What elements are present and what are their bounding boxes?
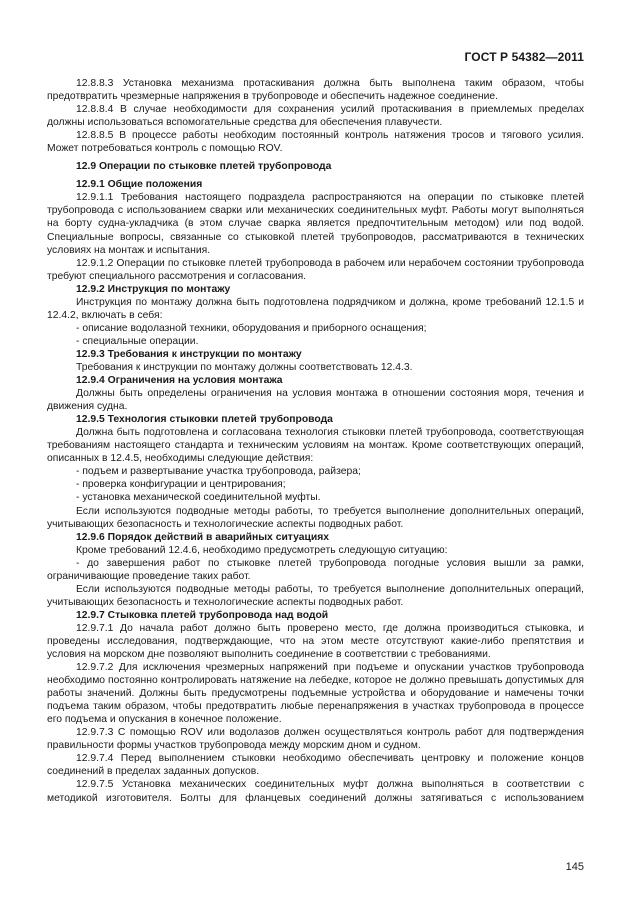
heading-12-9-5: 12.9.5 Технология стыковки плетей трубопровода [76,414,333,426]
list-item: - специальные операции. [76,335,199,347]
para-12-9-5: Должна быть подготовлена и согласована технология стыковки плетей трубопровода, соответствующая требованиям настоящего стандарта и техническим условиям на монтаж. Кроме соответствующих операций, описанных в 12.4.5, необходимы следующие действия: [47,427,584,465]
para-12-9-7-1: 12.9.7.1 До начала работ должно быть проверено место, где должна производиться стыковка, и проведены исследования, подтверждающие, что на этом месте отсутствуют какие-либо препятствия и условия на морском дне позволяют выполнить соединение в соответствии с требованиями. [47,622,584,661]
para-12-9-1-1: 12.9.1.1 Требования настоящего подраздела распространяются на операции по стыковке плетей трубопровода с использованием сварки или механических соединительных муфт. Работы могут выполняться на борту судна-укладчика (в этом случае сварка является предпочтительным методом) или под водой. Специальные вопросы, связанные со стыковкой плетей трубопроводов, рассматриваются в технических условиях на монтаж и испытания. [47,192,584,256]
para-12-9-3: Требования к инструкции по монтажу должны соответствовать 12.4.3. [76,361,413,373]
para-12-9-7-4: 12.9.7.4 Перед выполнением стыковки необходимо обеспечивать центровку и положение концов соединений в пределах заданных допусков. [47,753,584,778]
heading-12-9-6: 12.9.6 Порядок действий в аварийных ситуациях [76,531,329,543]
standard-id: ГОСТ Р 54382—2011 [464,50,584,64]
heading-12-9-1: 12.9.1 Общие положения [76,179,203,191]
para-12-8-8-3: 12.8.8.3 Установка механизма протаскивания должна быть выполнена таким образом, чтобы предотвратить чрезмерные напряжения в трубопроводе и обеспечить надежное соединение. [47,78,584,103]
list-item: - описание водолазной техники, оборудования и приборного оснащения; [76,322,427,334]
para-12-8-8-4: 12.8.8.4 В случае необходимости для сохранения усилий протаскивания в приемлемых пределах должны использоваться вспомогательные средства для обеспечения плавучести. [47,104,584,129]
para-12-9-6: Кроме требований 12.4.6, необходимо предусмотреть следующую ситуацию: [76,544,448,556]
list-item: - до завершения работ по стыковке плетей трубопровода погодные условия вышли за рамки, ограничивающие проведение таких работ. [47,557,584,582]
para-12-9-4: Должны быть определены ограничения на условия монтажа в отношении состояния моря, течения и движения судна. [47,388,584,413]
heading-12-9-2: 12.9.2 Инструкция по монтажу [76,283,231,295]
list-item: - подъем и развертывание участка трубопровода, райзера; [76,466,361,478]
para-12-9-2: Инструкция по монтажу должна быть подготовлена подрядчиком и должна, кроме требований 12.1.5 и 12.4.2, включать в себя: [47,296,584,321]
para-12-8-8-5: 12.8.8.5 В процессе работы необходим постоянный контроль натяжения тросов и тягового усилия. Может потребоваться контроль с помощью ROV. [47,130,584,155]
para-12-9-7-3: 12.9.7.3 С помощью ROV или водолазов должен осуществляться контроль работ для подтверждения правильности формы участков трубопровода между морским дном и судном. [47,727,584,752]
page-number: 145 [565,861,584,873]
list-item: - проверка конфигурации и центрирования; [76,479,286,491]
body-text [47,77,584,805]
heading-12-9: 12.9 Операции по стыковке плетей трубопровода [76,161,332,173]
list-item: - установка механической соединительной муфты. [76,492,321,504]
heading-12-9-7: 12.9.7 Стыковка плетей трубопровода над водой [76,609,329,621]
para-12-9-6-b: Если используются подводные методы работы, то требуется выполнение дополнительных операций, учитывающих безопасность и технологические аспекты подводных работ. [47,583,584,608]
para-12-9-5-b: Если используются подводные методы работы, то требуется выполнение дополнительных операций, учитывающих безопасность и технологические аспекты подводных работ. [47,505,584,530]
para-12-9-7-5: 12.9.7.5 Установка механических соединительных муфт должна выполняться в соответствии с методикой изготовителя. Болты для фланцевых соединений должны затягиваться с использованием [47,779,584,804]
para-12-9-7-2: 12.9.7.2 Для исключения чрезмерных напряжений при подъеме и опускании участков трубопровода необходимо постоянно контролировать натяжение на лебедке, которое не должно превышать допустимых для работы значений. Должны быть предусмотрены подъемные устройства и оборудование и намечены точки подъема таким образом, чтобы предотвратить любые перенапряжения в участках трубопровода в процессе его подъема и опускания в конечное положение. [47,662,584,726]
heading-12-9-4: 12.9.4 Ограничения на условия монтажа [76,375,283,387]
heading-12-9-3: 12.9.3 Требования к инструкции по монтажу [76,348,302,360]
para-12-9-1-2: 12.9.1.2 Операции по стыковке плетей трубопровода в рабочем или нерабочем состоянии трубопровода требуют специального рассмотрения и согласования. [47,257,584,282]
